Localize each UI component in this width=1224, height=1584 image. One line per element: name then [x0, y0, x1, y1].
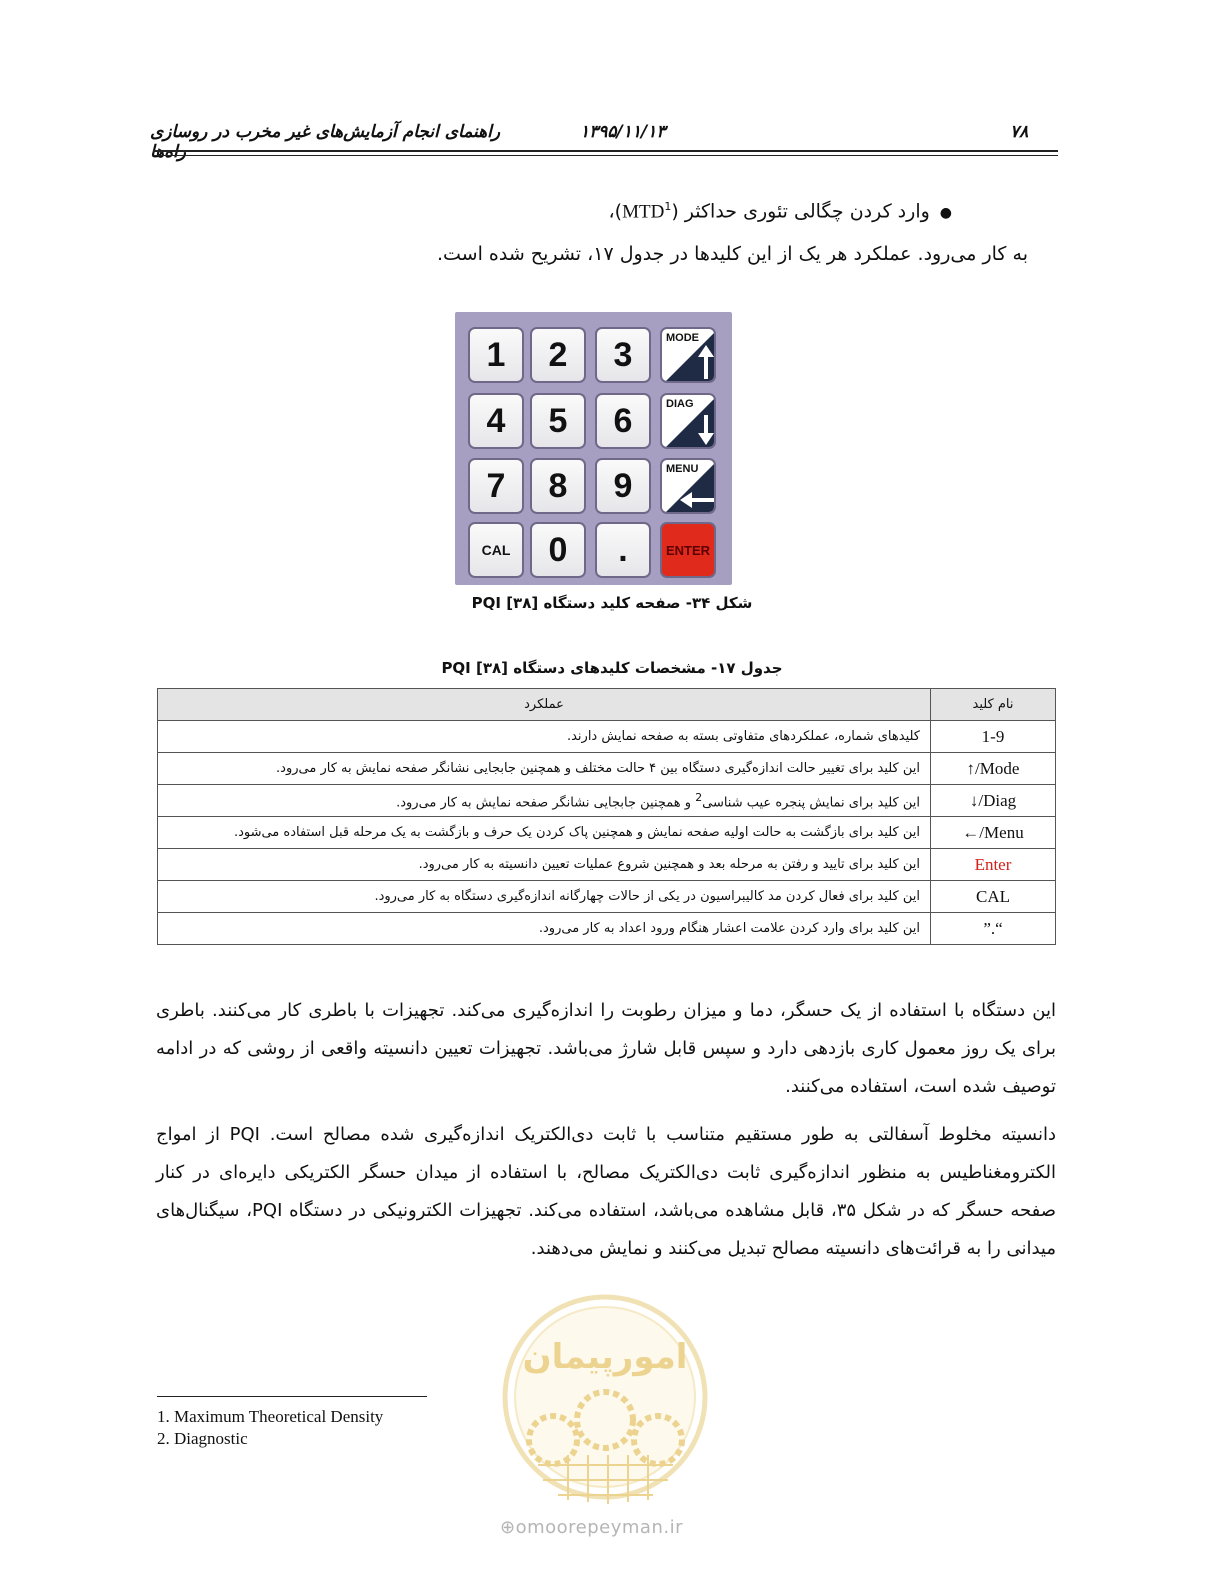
- footnote-ref-1: 1: [664, 200, 672, 213]
- table-row: [158, 785, 1056, 817]
- table-row: [158, 849, 1056, 881]
- key-5: 5: [530, 393, 586, 449]
- row-key: 1-9: [931, 721, 1056, 753]
- key-4: 4: [468, 393, 524, 449]
- key-6: 6: [595, 393, 651, 449]
- keypad-figure: [455, 312, 732, 585]
- globe-icon: ⊕: [500, 1517, 516, 1538]
- row-key: “.”: [931, 913, 1056, 945]
- watermark-site: [500, 1517, 683, 1538]
- bullet-text: وارد کردن چگالی تئوری حداکثر (: [671, 200, 930, 223]
- key-enter: ENTER: [660, 522, 716, 578]
- watermark-logo-icon: [498, 1290, 712, 1514]
- paragraph-2: دانسیته مخلوط آسفالتی به طور مستقیم متناسب با ثابت دی‌الکتریک اندازه‌گیری شده مصالح است. PQI از امواج الکترومغناطیس به منظور اندازه‌گیری ثابت دی‌الکتریک مصالح، با استفاده از میدان حسگر الکتریکی دایره‌ای در کنار صفحه حسگر که در شکل ۳۵، قابل مشاهده می‌باشد، استفاده می‌کند. تجهیزات الکترونیکی در دستگاه PQI، سیگنال‌های میدانی را به قرائت‌های دانسیته مصالح تبدیل می‌کنند و نمایش می‌دهند.: [156, 1124, 1057, 1259]
- table-row: [158, 721, 1056, 753]
- row-desc: این کلید برای بازگشت به حالت اولیه صفحه نمایش و همچنین پاک کردن یک حرف و بازگشت به یک مرحله قبل استفاده می‌شود.: [158, 817, 931, 849]
- row-desc: این کلید برای تغییر حالت اندازه‌گیری دستگاه بین ۴ حالت مختلف و همچنین جابجایی نشانگر صفحه نمایش به کار می‌رود.: [158, 753, 931, 785]
- table-row: [158, 817, 1056, 849]
- row-desc: این کلید برای فعال کردن مد کالیبراسیون در یکی از حالات چهارگانه اندازه‌گیری دستگاه به کار می‌رود.: [158, 881, 931, 913]
- key-mode: [660, 327, 716, 383]
- key-menu-label: MENU: [666, 463, 699, 475]
- bullet-line: [609, 200, 952, 223]
- footnote-rule: [157, 1396, 427, 1397]
- row-key: Mode/↑: [931, 753, 1056, 785]
- row-key: Diag/↓: [931, 785, 1056, 817]
- footnote-2: 2. Diagnostic: [157, 1429, 248, 1448]
- row-desc: کلیدهای شماره، عملکردهای متفاوتی بسته به صفحه نمایش دارند.: [158, 721, 931, 753]
- page-number: ۷۸: [1010, 122, 1029, 142]
- figure-caption: شکل ۳۴- صفحه کلید دستگاه PQI [۳۸]: [471, 594, 753, 612]
- table-caption: جدول ۱۷- مشخصات کلیدهای دستگاه PQI [۳۸]: [441, 659, 783, 677]
- row-desc-part: و همچنین جابجایی نشانگر صفحه نمایش به کار می‌رود.: [396, 795, 696, 811]
- row-desc: این کلید برای تایید و رفتن به مرحله بعد و همچنین شروع عملیات تعیین دانسیته به کار می‌رود.: [158, 849, 931, 881]
- bullet-abbr: MTD: [622, 201, 665, 223]
- header-rule-thin: [153, 155, 1058, 156]
- header-key-name: نام کلید: [931, 689, 1056, 721]
- key-3: 3: [595, 327, 651, 383]
- row-key-enter: Enter: [931, 849, 1056, 881]
- key-cal: CAL: [468, 522, 524, 578]
- watermark-logo-text: امورپیمان: [522, 1337, 688, 1377]
- key-1: 1: [468, 327, 524, 383]
- key-menu: [660, 458, 716, 514]
- key-9: 9: [595, 458, 651, 514]
- table-row: [158, 913, 1056, 945]
- table-header-row: [158, 689, 1056, 721]
- bullet-tail: )،: [608, 200, 623, 223]
- bullet-icon: ●: [939, 205, 952, 222]
- table-row: [158, 881, 1056, 913]
- table-row: [158, 753, 1056, 785]
- paragraph-1: این دستگاه با استفاده از یک حسگر، دما و میزان رطوبت را اندازه‌گیری می‌کند. تجهیزات با باطری کار می‌کنند. باطری برای یک روز معمول کاری بازدهی دارد و سپس قابل شارژ می‌باشد. تجهیزات تعیین دانسیته واقعی از روشی که در ادامه توصیف شده است، استفاده می‌کنند.: [156, 1000, 1056, 1097]
- key-diag: [660, 393, 716, 449]
- intro-line: به کار می‌رود. عملکرد هر یک از این کلیدها در جدول ۱۷، تشریح شده است.: [436, 243, 1028, 265]
- key-7: 7: [468, 458, 524, 514]
- key-2: 2: [530, 327, 586, 383]
- row-key: Menu/←: [931, 817, 1056, 849]
- footnote-ref-2: 2: [695, 790, 703, 804]
- key-8: 8: [530, 458, 586, 514]
- watermark-site-text: omoorepeyman.ir: [515, 1517, 683, 1538]
- header-function: عملکرد: [158, 689, 931, 721]
- key-mode-label: MODE: [666, 332, 699, 344]
- row-desc-part: این کلید برای نمایش پنجره عیب شناسی: [702, 795, 920, 811]
- header-date: ۱۳۹۵/۱۱/۱۳: [580, 122, 666, 142]
- row-desc: این کلید برای وارد کردن علامت اعشار هنگام ورود اعداد به کار می‌رود.: [158, 913, 931, 945]
- header-rule: [153, 150, 1058, 152]
- footnote-1: 1. Maximum Theoretical Density: [157, 1407, 384, 1426]
- row-key: CAL: [931, 881, 1056, 913]
- key-diag-label: DIAG: [666, 398, 694, 410]
- row-desc: [158, 785, 931, 817]
- keys-table: [157, 688, 1056, 945]
- key-0: 0: [530, 522, 586, 578]
- header-title: راهنمای انجام آزمایش‌های غیر مخرب در روسازی راه‌ها: [150, 122, 501, 162]
- key-decimal: .: [595, 522, 651, 578]
